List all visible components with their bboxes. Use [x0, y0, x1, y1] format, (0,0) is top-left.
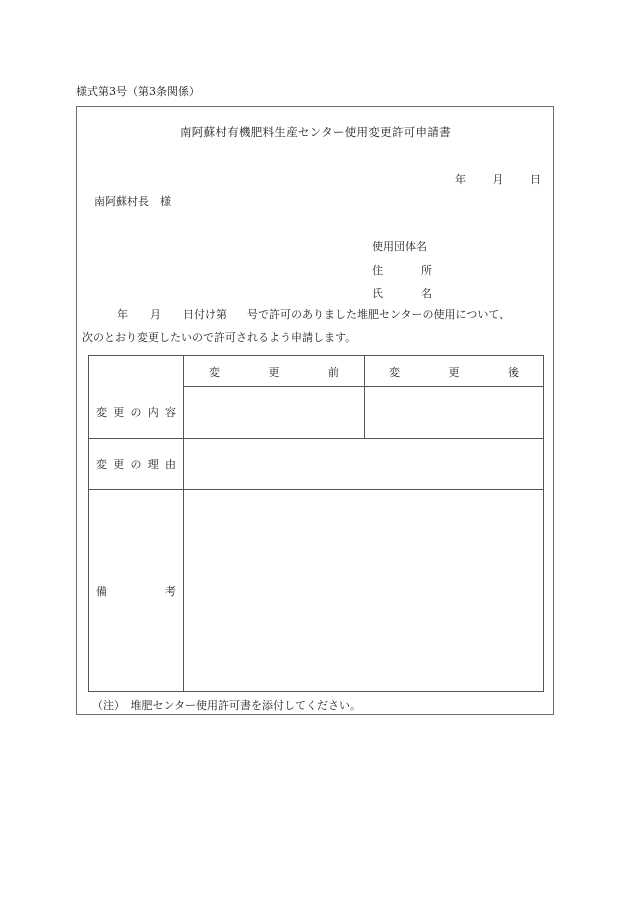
note: （注） 堆肥センター使用許可書を添付してください。	[92, 699, 362, 712]
header-after: 変 更 後	[389, 366, 519, 379]
row-label-reason: 変 更 の 理 由	[96, 458, 176, 471]
body-line-1	[117, 306, 510, 322]
after-value-cell[interactable]	[366, 388, 542, 437]
address-char-2: 所	[421, 264, 432, 277]
row-label-change-content: 変 更 の 内 容	[96, 406, 176, 419]
date-day: 日	[530, 173, 541, 186]
reason-value-cell[interactable]	[185, 440, 542, 488]
header-before: 変 更 前	[209, 366, 339, 379]
applicant-name-label	[372, 285, 432, 301]
body-rest: 号で許可のありました堆肥センターの使用について、	[247, 308, 511, 321]
body-year: 年	[117, 308, 128, 321]
date-line	[455, 171, 541, 187]
before-value-cell[interactable]	[185, 388, 363, 437]
name-char-1: 氏	[372, 287, 383, 300]
change-table	[88, 355, 544, 692]
applicant-address-label	[372, 262, 432, 278]
body-line-2: 次のとおり変更したいので許可されるよう申請します。	[82, 331, 357, 344]
remarks-value-cell[interactable]	[185, 491, 542, 690]
addressee: 南阿蘇村長 様	[94, 195, 171, 208]
body-day-no: 日付け第	[183, 308, 227, 321]
row-label-remarks: 備 考	[96, 585, 176, 598]
applicant-group-name-label: 使用団体名	[372, 240, 427, 253]
date-month: 月	[492, 173, 504, 186]
form-number: 様式第3号（第3条関係）	[76, 85, 200, 98]
address-char-1: 住	[372, 264, 383, 277]
form-title: 南阿蘇村有機肥料生産センター使用変更許可申請書	[180, 125, 451, 139]
body-month: 月	[150, 308, 161, 321]
date-year: 年	[455, 173, 466, 186]
name-char-2: 名	[421, 287, 432, 300]
